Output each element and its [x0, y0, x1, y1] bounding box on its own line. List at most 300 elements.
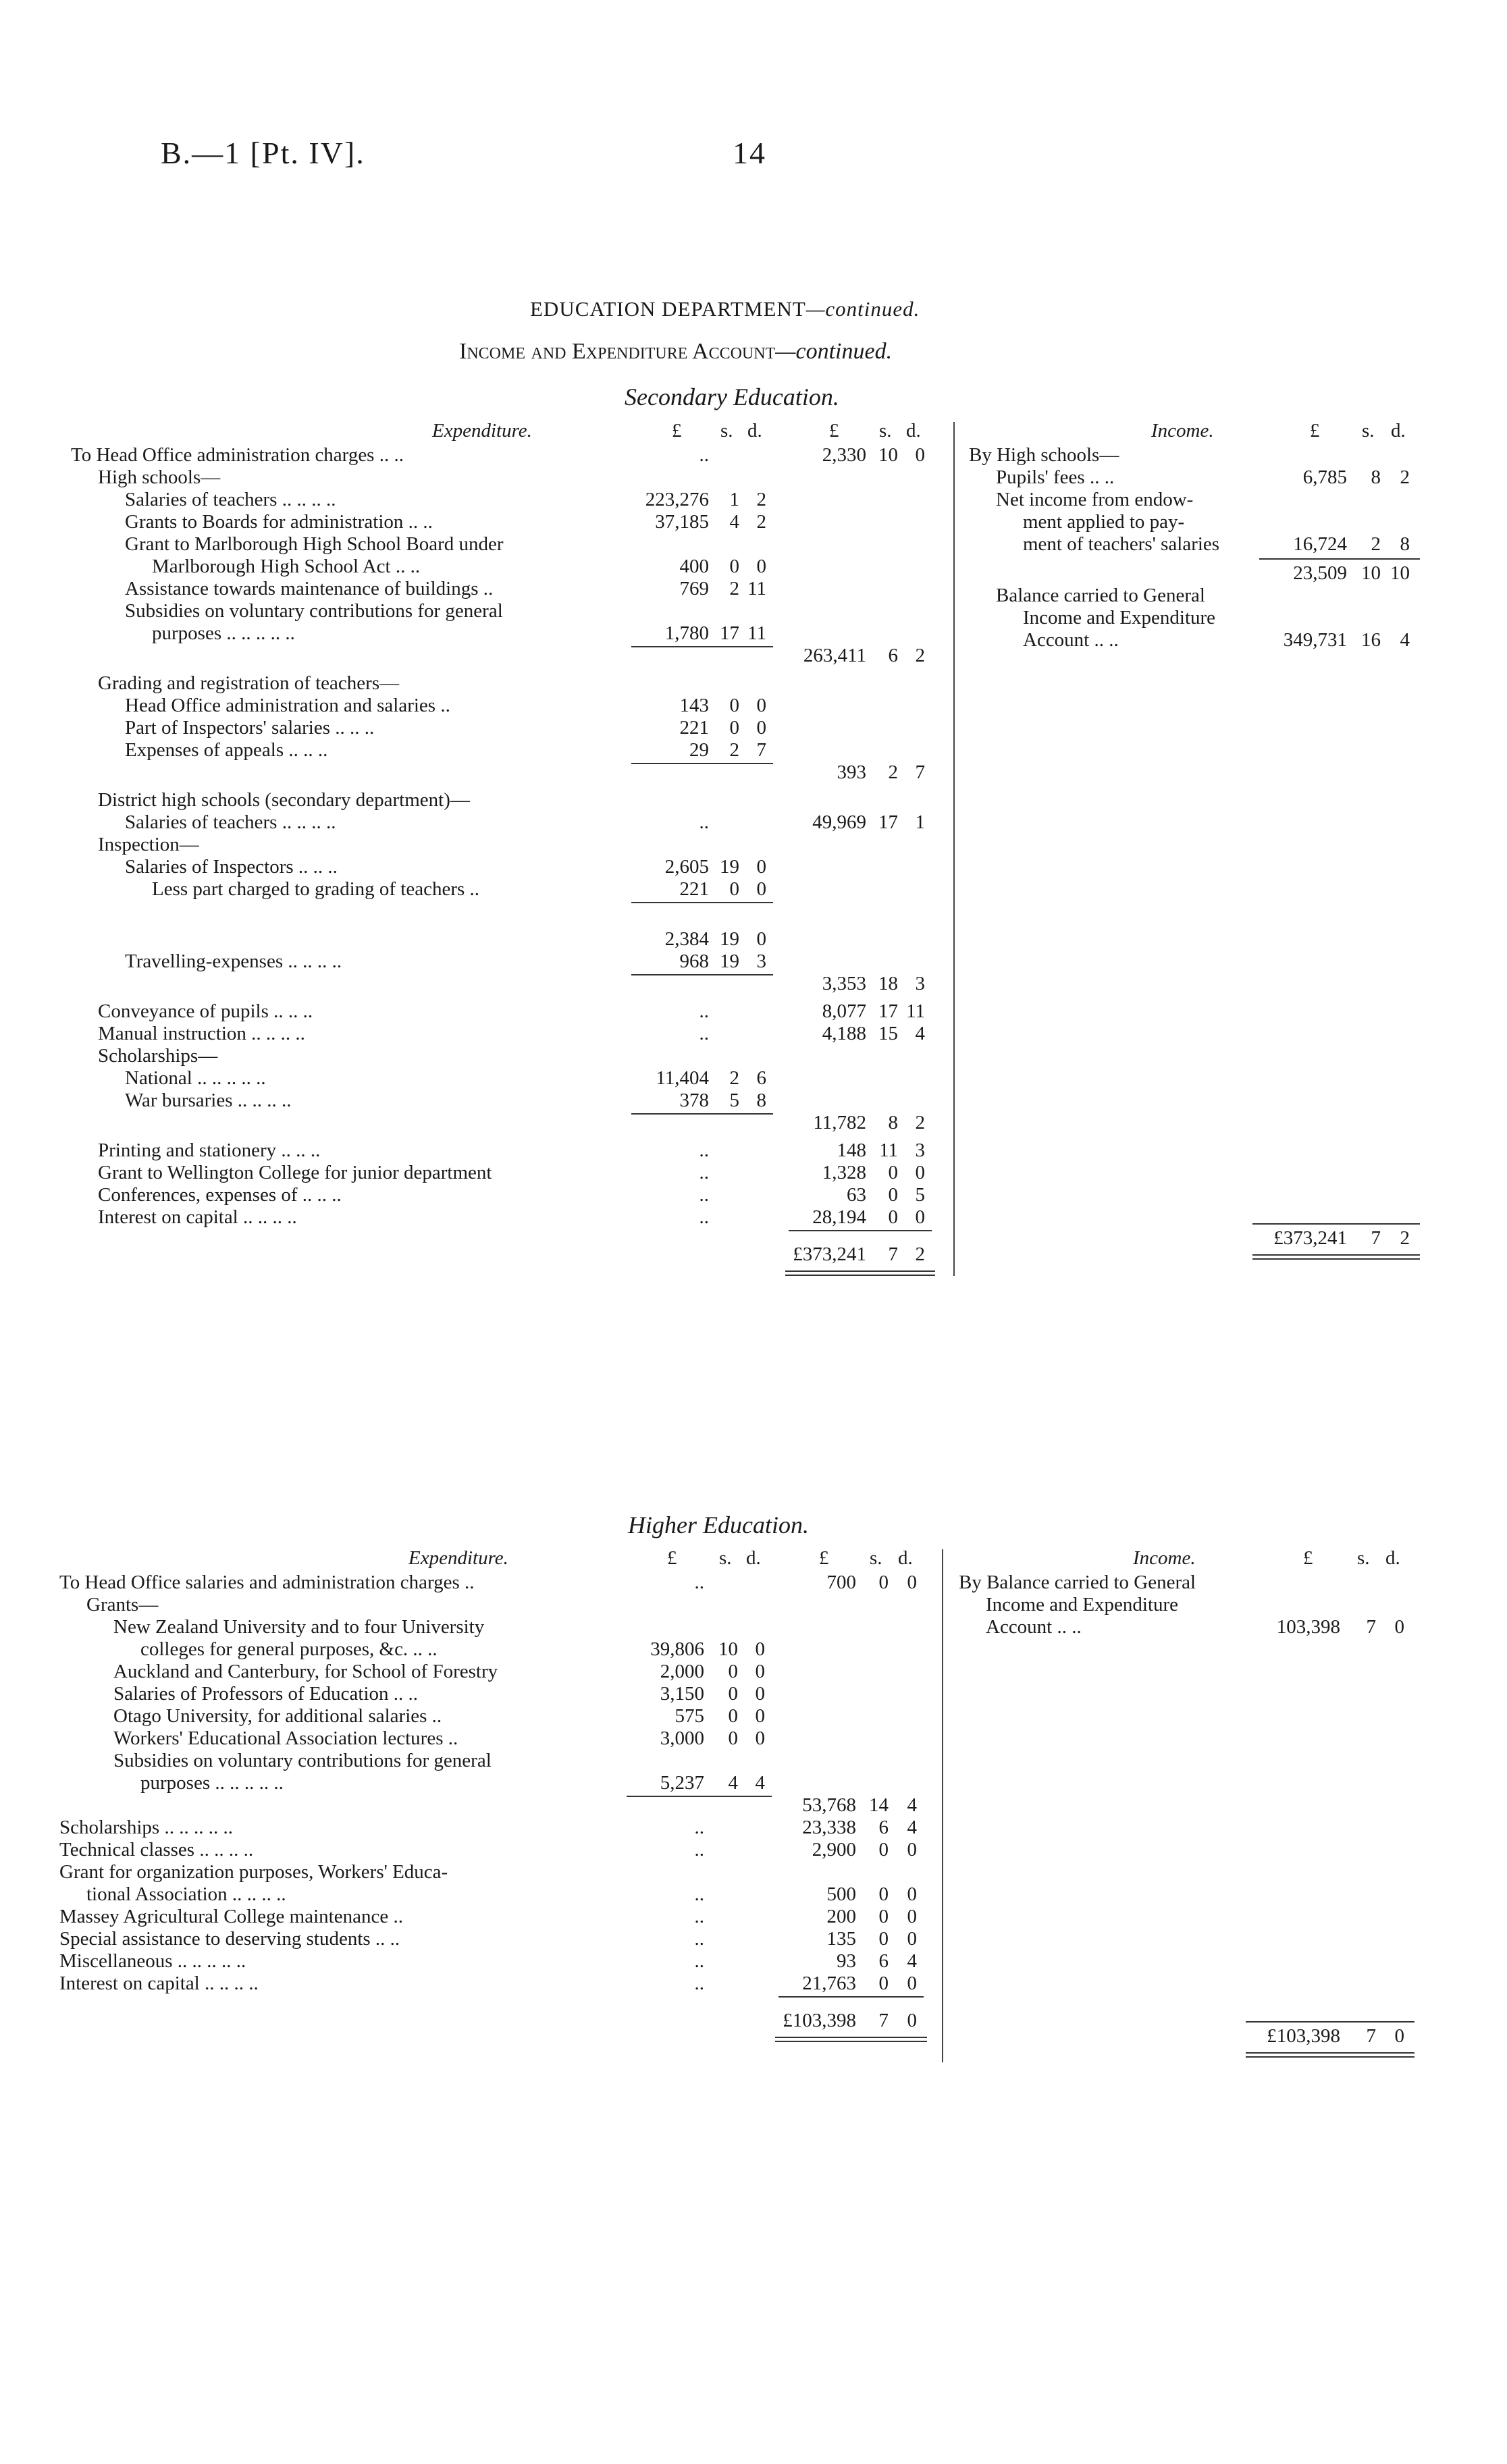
total-pence: 2: [915, 1243, 925, 1265]
expense-row: [71, 717, 949, 739]
c2-pounds: 4,188: [822, 1023, 866, 1044]
income-total-pence: 2: [1400, 1227, 1410, 1249]
income-pence: 0: [1394, 1616, 1404, 1638]
c1-pence: 7: [756, 739, 766, 761]
expense-label: Otago University, for additional salaries ..: [113, 1705, 442, 1727]
income-shillings: 7: [1366, 1616, 1376, 1638]
expense-row: [59, 1616, 937, 1638]
c2-pence: 3: [915, 973, 925, 994]
c1-pounds: ..: [699, 1184, 709, 1206]
c2-pounds: 63: [847, 1184, 866, 1206]
c2-shillings: 0: [878, 1572, 889, 1593]
expense-label: High schools—: [98, 466, 221, 488]
income-pounds: 103,398: [1276, 1616, 1340, 1638]
income-pounds: 16,724: [1293, 533, 1347, 555]
c2-pounds: 2,900: [812, 1839, 856, 1860]
c1-pounds: ..: [699, 1206, 709, 1228]
c2-pounds: 49,969: [812, 811, 866, 833]
expense-row: [71, 533, 949, 556]
c2-pence: 7: [915, 761, 925, 783]
first-column-d-header: d.: [746, 1547, 761, 1569]
subtotal-rule: [631, 646, 773, 647]
expense-label: Grant to Wellington College for junior department: [98, 1162, 492, 1183]
expense-label: Grading and registration of teachers—: [98, 672, 400, 694]
c1-shillings: 2: [729, 578, 739, 599]
c1-shillings: 1: [729, 489, 739, 510]
expense-label: National .. .. .. .. ..: [125, 1067, 266, 1089]
c2-pounds: 393: [837, 761, 866, 783]
c2-pounds: 28,194: [812, 1206, 866, 1228]
c2-pounds: 93: [837, 1950, 856, 1972]
total-double-rule: [775, 2037, 927, 2038]
expense-row: [71, 789, 949, 811]
c1-pounds: 3,000: [660, 1728, 704, 1749]
expense-label: Head Office administration and salaries ..: [125, 695, 450, 716]
c1-pounds: ..: [694, 1950, 704, 1972]
expense-row: [71, 1140, 949, 1162]
income-pounds: 23,509: [1293, 562, 1347, 584]
total-double-rule: [1246, 2052, 1415, 2054]
income-total-pounds: £373,241: [1273, 1227, 1347, 1249]
department-title: [530, 297, 920, 321]
income-pounds: 349,731: [1283, 629, 1347, 651]
c2-pence: 0: [907, 1572, 917, 1593]
c2-pence: 1: [915, 811, 925, 833]
department-name: EDUCATION DEPARTMENT: [530, 297, 806, 321]
income-row: [969, 533, 1442, 556]
expense-row: [59, 1750, 937, 1772]
c2-shillings: 0: [888, 1162, 898, 1183]
higher-expenditure-heading: Expenditure.: [408, 1547, 508, 1569]
c1-pounds: 378: [679, 1090, 709, 1111]
expense-label: tional Association .. .. .. ..: [86, 1883, 286, 1905]
expense-row: [59, 1906, 937, 1928]
income-row: [969, 585, 1442, 607]
c1-pounds: 37,185: [655, 511, 709, 533]
expense-label: Grant to Marlborough High School Board under: [125, 533, 504, 555]
c2-shillings: 14: [869, 1794, 889, 1816]
expense-row: [59, 1661, 937, 1683]
c2-pounds: 21,763: [802, 1973, 856, 1994]
c1-pounds: ..: [694, 1572, 704, 1593]
expense-row: [71, 1023, 949, 1045]
c1-pounds: 3,150: [660, 1683, 704, 1705]
total-double-rule: [1246, 2056, 1415, 2058]
expense-label: Massey Agricultural College maintenance ..: [59, 1906, 403, 1927]
total-shillings: 7: [888, 1243, 898, 1265]
c1-pence: 0: [756, 878, 766, 900]
expense-label: Salaries of teachers .. .. .. ..: [125, 811, 336, 833]
income-column-pound-header: £: [1310, 420, 1320, 441]
c1-shillings: 0: [728, 1728, 738, 1749]
c1-shillings: 4: [729, 511, 739, 533]
secondary-income-heading: Income.: [1151, 420, 1214, 441]
subtotal-rule: [789, 1230, 932, 1231]
c2-shillings: 0: [888, 1184, 898, 1206]
c2-pence: 4: [907, 1794, 917, 1816]
income-label: Income and Expenditure: [1023, 607, 1216, 628]
income-total-shillings: 7: [1371, 1227, 1381, 1249]
expense-label: New Zealand University and to four University: [113, 1616, 485, 1638]
expense-row: [71, 901, 949, 923]
c2-pence: 0: [915, 444, 925, 466]
c1-shillings: 4: [728, 1772, 738, 1794]
c1-pence: 0: [756, 856, 766, 878]
c1-pence: 0: [756, 717, 766, 739]
expense-row: [71, 466, 949, 489]
c1-shillings: 0: [729, 878, 739, 900]
c1-pence: 0: [755, 1661, 765, 1682]
second-column-s-header: s.: [879, 420, 892, 441]
expense-label: District high schools (secondary department)—: [98, 789, 470, 811]
income-label: ment of teachers' salaries: [1023, 533, 1220, 555]
c2-pounds: 1,328: [822, 1162, 866, 1183]
subtotal-rule: [627, 1796, 772, 1797]
c1-pounds: ..: [699, 1162, 709, 1183]
expense-row: [59, 1950, 937, 1973]
total-top-rule: [1252, 1223, 1420, 1225]
c1-pounds: ..: [694, 1883, 704, 1905]
total-top-rule: [1246, 2021, 1415, 2023]
income-pence: 4: [1400, 629, 1410, 651]
c1-pounds: 2,000: [660, 1661, 704, 1682]
c1-pence: 0: [755, 1683, 765, 1705]
c2-pence: 4: [907, 1817, 917, 1838]
expense-row: [71, 761, 949, 784]
c1-pounds: ..: [694, 1906, 704, 1927]
c2-pence: 2: [915, 645, 925, 666]
c1-shillings: 19: [720, 856, 739, 878]
income-label: Net income from endow-: [996, 489, 1194, 510]
c2-pence: 11: [906, 1000, 925, 1022]
expense-row: [71, 645, 949, 667]
c2-pounds: 700: [826, 1572, 856, 1593]
expense-label: Salaries of Inspectors .. .. ..: [125, 856, 338, 878]
total-double-rule: [775, 2041, 927, 2042]
expense-label: War bursaries .. .. .. ..: [125, 1090, 292, 1111]
income-row: [959, 1572, 1431, 1594]
expense-label: Auckland and Canterbury, for School of Forestry: [113, 1661, 498, 1682]
expense-label: Interest on capital .. .. .. ..: [59, 1973, 259, 1994]
expense-row: [71, 1112, 949, 1134]
expense-row: [71, 973, 949, 995]
c1-pounds: 2,384: [664, 928, 709, 950]
c1-pounds: ..: [699, 444, 709, 466]
higher-divider: [942, 1549, 943, 2062]
c1-pounds: 39,806: [650, 1638, 704, 1660]
subtotal-rule: [1259, 558, 1420, 560]
c1-shillings: 10: [718, 1638, 738, 1660]
c1-pence: 0: [756, 695, 766, 716]
expense-label: Marlborough High School Act .. ..: [152, 556, 421, 577]
subtotal-rule: [631, 763, 773, 764]
total-double-rule: [785, 1275, 935, 1276]
expense-row: [71, 856, 949, 878]
income-shillings: 10: [1361, 562, 1381, 584]
income-column-pound-header: £: [1303, 1547, 1313, 1569]
expense-row: [71, 1162, 949, 1184]
c1-pounds: 143: [679, 695, 709, 716]
c1-pence: 0: [755, 1705, 765, 1727]
expense-row: [71, 489, 949, 511]
expense-label: Workers' Educational Association lectures ..: [113, 1728, 458, 1749]
income-row: [959, 1594, 1431, 1616]
c2-pence: 0: [915, 1162, 925, 1183]
c2-pounds: 23,338: [802, 1817, 856, 1838]
expense-label: Subsidies on voluntary contributions for general: [113, 1750, 492, 1771]
expense-label: To Head Office salaries and administration charges ..: [59, 1572, 475, 1593]
c2-shillings: 0: [888, 1206, 898, 1228]
expense-label: Subsidies on voluntary contributions for general: [125, 600, 503, 622]
c2-pounds: 8,077: [822, 1000, 866, 1022]
c2-pounds: 148: [837, 1140, 866, 1161]
expense-label: purposes .. .. .. .. ..: [140, 1772, 284, 1794]
expense-label: Manual instruction .. .. .. ..: [98, 1023, 305, 1044]
income-shillings: 2: [1371, 533, 1381, 555]
c1-pounds: ..: [699, 1023, 709, 1044]
expense-row: [71, 811, 949, 834]
expense-row: [59, 1973, 937, 1995]
expense-row: [71, 834, 949, 856]
expense-row: [59, 1572, 937, 1594]
c2-shillings: 10: [878, 444, 898, 466]
second-column-pound-header: £: [829, 420, 839, 441]
c2-pence: 0: [915, 1206, 925, 1228]
income-total-shillings: 7: [1366, 2025, 1376, 2047]
expense-row: [71, 1045, 949, 1067]
secondary-divider: [953, 422, 955, 1276]
expense-row: [71, 578, 949, 600]
c2-shillings: 15: [878, 1023, 898, 1044]
expense-row: [71, 672, 949, 695]
expense-label: Interest on capital .. .. .. ..: [98, 1206, 297, 1228]
c2-pence: 4: [907, 1950, 917, 1972]
c1-shillings: 0: [728, 1705, 738, 1727]
c1-pounds: ..: [694, 1928, 704, 1950]
c1-pounds: 221: [679, 878, 709, 900]
expense-label: Scholarships—: [98, 1045, 218, 1067]
c1-pence: 8: [756, 1090, 766, 1111]
c1-shillings: 0: [729, 695, 739, 716]
account-continued: —continued.: [775, 339, 893, 364]
c1-shillings: 19: [720, 928, 739, 950]
expense-row: [71, 739, 949, 761]
page-number: 14: [733, 136, 766, 170]
income-row: [969, 511, 1442, 533]
expense-label: Salaries of teachers .. .. .. ..: [125, 489, 336, 510]
income-label: By Balance carried to General: [959, 1572, 1196, 1593]
second-column-pound-header: £: [819, 1547, 829, 1569]
c2-pence: 0: [907, 1839, 917, 1860]
c1-pounds: 11,404: [656, 1067, 709, 1089]
c2-shillings: 0: [878, 1839, 889, 1860]
expense-row: [59, 1839, 937, 1861]
c1-pence: 2: [756, 511, 766, 533]
c1-pounds: 29: [689, 739, 709, 761]
income-row: [969, 607, 1442, 629]
c1-pounds: 575: [675, 1705, 704, 1727]
c1-shillings: 0: [729, 717, 739, 739]
income-column-d-header: d.: [1385, 1547, 1400, 1569]
c2-pounds: 135: [826, 1928, 856, 1950]
c2-shillings: 17: [878, 1000, 898, 1022]
expense-label: Technical classes .. .. .. ..: [59, 1839, 254, 1860]
c2-pounds: 3,353: [822, 973, 866, 994]
expense-row: [71, 556, 949, 578]
income-label: Balance carried to General: [996, 585, 1205, 606]
expense-label: Salaries of Professors of Education .. ..: [113, 1683, 419, 1705]
income-pence: 10: [1390, 562, 1410, 584]
expense-row: [71, 1206, 949, 1229]
income-row: [969, 629, 1442, 651]
c1-pence: 0: [756, 556, 766, 577]
expense-label: Grants—: [86, 1594, 159, 1615]
expense-row: [59, 1705, 937, 1728]
expense-label: Scholarships .. .. .. .. ..: [59, 1817, 233, 1838]
c1-pence: 11: [747, 578, 766, 599]
c1-pounds: ..: [694, 1973, 704, 1994]
first-column-s-header: s.: [719, 1547, 732, 1569]
income-label: ment applied to pay-: [1023, 511, 1185, 533]
expense-row: [59, 1928, 937, 1950]
second-column-d-header: d.: [906, 420, 921, 441]
total-shillings: 7: [878, 2010, 889, 2031]
expense-row: [71, 444, 949, 466]
c2-pounds: 2,330: [822, 444, 866, 466]
c1-shillings: 2: [729, 1067, 739, 1089]
c2-pounds: 500: [826, 1883, 856, 1905]
expense-row: [71, 878, 949, 901]
c2-pence: 0: [907, 1928, 917, 1950]
c1-shillings: 17: [720, 622, 739, 644]
expense-row: [59, 1683, 937, 1705]
expense-label: Special assistance to deserving students .. ..: [59, 1928, 400, 1950]
expense-label: Travelling-expenses .. .. .. ..: [125, 950, 342, 972]
expense-row: [59, 1638, 937, 1661]
c2-shillings: 0: [878, 1973, 889, 1994]
c2-pence: 0: [907, 1973, 917, 1994]
income-label: By High schools—: [969, 444, 1119, 466]
c1-pence: 11: [747, 622, 766, 644]
income-pence: 8: [1400, 533, 1410, 555]
secondary-expenditure-heading: Expenditure.: [432, 420, 532, 441]
subtotal-rule: [631, 974, 773, 975]
account-name: Income and Expenditure Account: [459, 339, 776, 364]
expense-row: [59, 1883, 937, 1906]
expense-label: colleges for general purposes, &c. .. ..: [140, 1638, 438, 1660]
income-row: [969, 489, 1442, 511]
income-row: [959, 1616, 1431, 1638]
expense-row: [71, 1184, 949, 1206]
account-title: [459, 339, 892, 365]
total-double-rule: [785, 1270, 935, 1272]
income-column-s-header: s.: [1362, 420, 1375, 441]
second-column-s-header: s.: [870, 1547, 882, 1569]
c2-pounds: 263,411: [803, 645, 866, 666]
expense-row: [71, 695, 949, 717]
c1-pounds: 968: [679, 950, 709, 972]
total-double-rule: [1252, 1254, 1420, 1256]
expense-label: Grant for organization purposes, Workers' Educa-: [59, 1861, 448, 1883]
first-column-pound-header: £: [672, 420, 682, 441]
c2-pence: 0: [907, 1906, 917, 1927]
expense-label: purposes .. .. .. .. ..: [152, 622, 295, 644]
higher-income-heading: Income.: [1133, 1547, 1196, 1569]
c1-pence: 4: [755, 1772, 765, 1794]
c1-shillings: 0: [729, 556, 739, 577]
c1-pence: 0: [756, 928, 766, 950]
higher-subtitle: Higher Education.: [628, 1511, 809, 1538]
subtotal-rule: [631, 1113, 773, 1115]
income-column-d-header: d.: [1391, 420, 1406, 441]
income-total-pence: 0: [1394, 2025, 1404, 2047]
expense-label: Printing and stationery .. .. ..: [98, 1140, 321, 1161]
expense-row: [71, 511, 949, 533]
expense-label: To Head Office administration charges .. ..: [71, 444, 404, 466]
expense-label: Less part charged to grading of teachers ..: [152, 878, 480, 900]
c1-pounds: 1,780: [664, 622, 709, 644]
expense-label: Expenses of appeals .. .. ..: [125, 739, 328, 761]
c2-shillings: 11: [879, 1140, 898, 1161]
income-row: [969, 562, 1442, 585]
c2-pounds: 200: [826, 1906, 856, 1927]
c1-shillings: 0: [728, 1683, 738, 1705]
expense-row: [71, 950, 949, 973]
expense-label: Conferences, expenses of .. .. ..: [98, 1184, 342, 1206]
expense-label: Assistance towards maintenance of buildings ..: [125, 578, 494, 599]
c2-shillings: 17: [878, 811, 898, 833]
c2-shillings: 2: [888, 761, 898, 783]
expense-row: [71, 1090, 949, 1112]
c2-pence: 3: [915, 1140, 925, 1161]
c1-pounds: 769: [679, 578, 709, 599]
department-continued: —continued.: [805, 297, 920, 321]
income-shillings: 16: [1361, 629, 1381, 651]
c1-pounds: 223,276: [645, 489, 709, 510]
secondary-subtitle: Secondary Education.: [625, 383, 839, 410]
c2-shillings: 0: [878, 1883, 889, 1905]
expense-row: [59, 1794, 937, 1817]
c2-shillings: 6: [878, 1950, 889, 1972]
c1-pounds: ..: [699, 811, 709, 833]
c2-shillings: 18: [878, 973, 898, 994]
expense-label: Miscellaneous .. .. .. .. ..: [59, 1950, 246, 1972]
expense-row: [71, 1000, 949, 1023]
income-label: Income and Expenditure: [986, 1594, 1179, 1615]
income-column-s-header: s.: [1357, 1547, 1370, 1569]
c1-pence: 6: [756, 1067, 766, 1089]
income-label: Account .. ..: [986, 1616, 1082, 1638]
c1-shillings: 0: [728, 1661, 738, 1682]
c1-pounds: ..: [699, 1000, 709, 1022]
income-row: [969, 466, 1442, 489]
c1-pounds: 400: [679, 556, 709, 577]
first-column-pound-header: £: [667, 1547, 677, 1569]
first-column-s-header: s.: [720, 420, 733, 441]
income-pounds: 6,785: [1302, 466, 1347, 488]
c1-pounds: ..: [694, 1817, 704, 1838]
subtotal-rule: [778, 1996, 924, 1998]
total-pence: 0: [907, 2010, 917, 2031]
expense-label: Conveyance of pupils .. .. ..: [98, 1000, 313, 1022]
c2-pence: 5: [915, 1184, 925, 1206]
c1-pounds: ..: [699, 1140, 709, 1161]
c1-pence: 2: [756, 489, 766, 510]
expense-label: Part of Inspectors' salaries .. .. ..: [125, 717, 375, 739]
expense-row: [71, 622, 949, 645]
c2-pounds: 11,782: [813, 1112, 866, 1133]
expense-row: [59, 1594, 937, 1616]
